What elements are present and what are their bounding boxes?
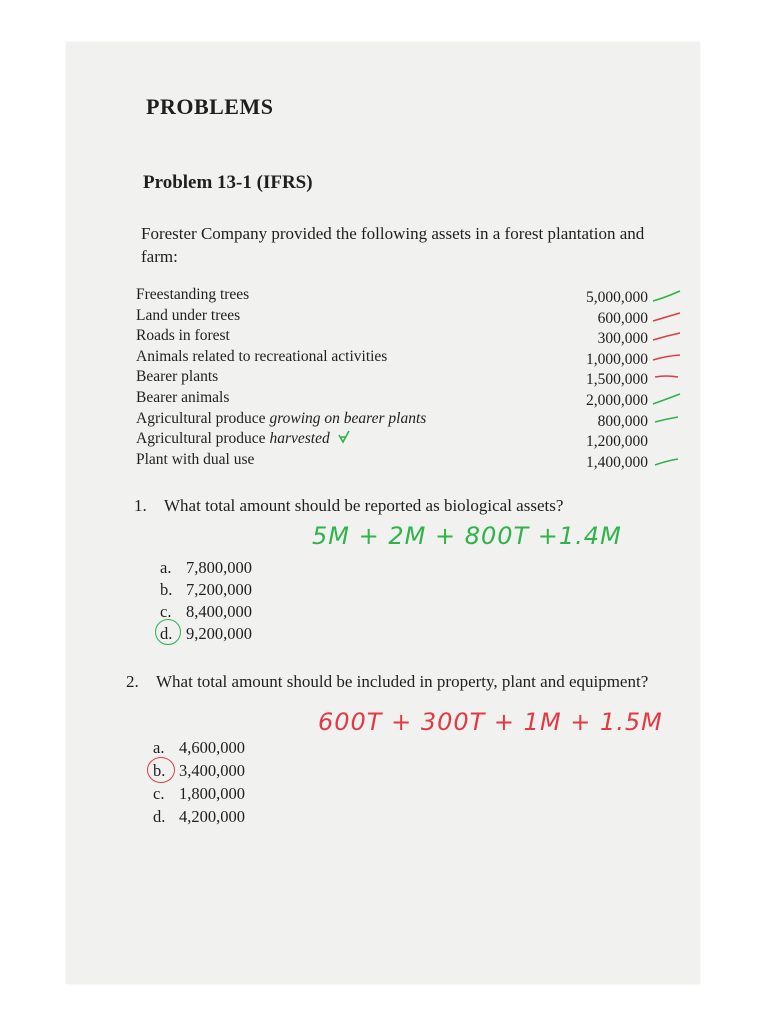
choice-c[interactable]: c. 1,800,000: [153, 784, 245, 803]
asset-row: [136, 368, 684, 389]
asset-label: Agricultural produce growing on bearer plants: [136, 409, 427, 427]
choice-c[interactable]: c. 8,400,000: [160, 602, 252, 621]
green-tick-icon: [652, 414, 682, 428]
asset-row: [136, 451, 684, 472]
green-check-icon: [338, 430, 350, 446]
asset-label: Plant with dual use: [136, 450, 255, 468]
choice-a[interactable]: a. 7,800,000: [160, 558, 252, 577]
asset-amount: 1,400,000: [586, 453, 648, 471]
asset-row: [136, 348, 684, 369]
choice-b[interactable]: b. 3,400,000: [153, 761, 245, 780]
choice-d[interactable]: d. 4,200,000: [153, 807, 245, 826]
asset-label: Roads in forest: [136, 327, 230, 345]
choice-d[interactable]: d. 9,200,000: [160, 624, 252, 643]
asset-label: Bearer animals: [136, 388, 230, 406]
asset-label: Animals related to recreational activities: [136, 347, 388, 365]
question-text: What total amount should be reported as biological assets?: [164, 496, 564, 515]
asset-row: [136, 307, 684, 328]
asset-row: [136, 389, 684, 410]
asset-amount: 800,000: [597, 412, 648, 430]
asset-row: [136, 430, 684, 451]
asset-label: Bearer plants: [136, 368, 219, 386]
asset-amount: 300,000: [597, 330, 648, 348]
asset-amount: 1,500,000: [586, 371, 648, 389]
asset-row: [136, 410, 684, 431]
question-text: What total amount should be included in property, plant and equipment?: [156, 672, 649, 691]
asset-row: [136, 327, 684, 348]
asset-amount: 1,200,000: [586, 433, 648, 451]
asset-label: Agricultural produce harvested: [136, 430, 350, 448]
green-tick-icon: [652, 290, 682, 304]
answer-circle: [155, 619, 181, 645]
choice-b[interactable]: b. 7,200,000: [160, 580, 252, 599]
problem-intro: Forester Company provided the following assets in a forest plantation and farm:: [141, 224, 645, 266]
asset-amount: 2,000,000: [586, 391, 648, 409]
problem-title: Problem 13-1 (IFRS): [143, 172, 313, 193]
asset-amount: 5,000,000: [586, 289, 648, 306]
question-number: 1.: [134, 496, 147, 515]
green-tick-icon: [652, 393, 682, 407]
choice-a[interactable]: a. 4,600,000: [153, 738, 245, 757]
bleed-through-text: [506, 92, 511, 113]
red-tick-icon: [652, 372, 682, 386]
red-tick-icon: [652, 331, 682, 345]
asset-list: [136, 286, 684, 471]
handwritten-note: 600T + 300T + 1M + 1.5M: [318, 708, 663, 736]
asset-row: [136, 286, 684, 307]
red-tick-icon: [652, 311, 682, 325]
asset-amount: 1,000,000: [586, 350, 648, 368]
asset-amount: 600,000: [597, 309, 648, 327]
red-tick-icon: [652, 352, 682, 366]
green-tick-icon: [652, 455, 682, 469]
page-title: PROBLEMS: [146, 94, 274, 119]
asset-label: Land under trees: [136, 306, 241, 324]
asset-label: Freestanding trees: [136, 286, 250, 303]
question-number: 2.: [126, 672, 139, 691]
handwritten-note: 5M + 2M + 800T +1.4M: [312, 522, 622, 550]
answer-circle: [147, 757, 175, 783]
